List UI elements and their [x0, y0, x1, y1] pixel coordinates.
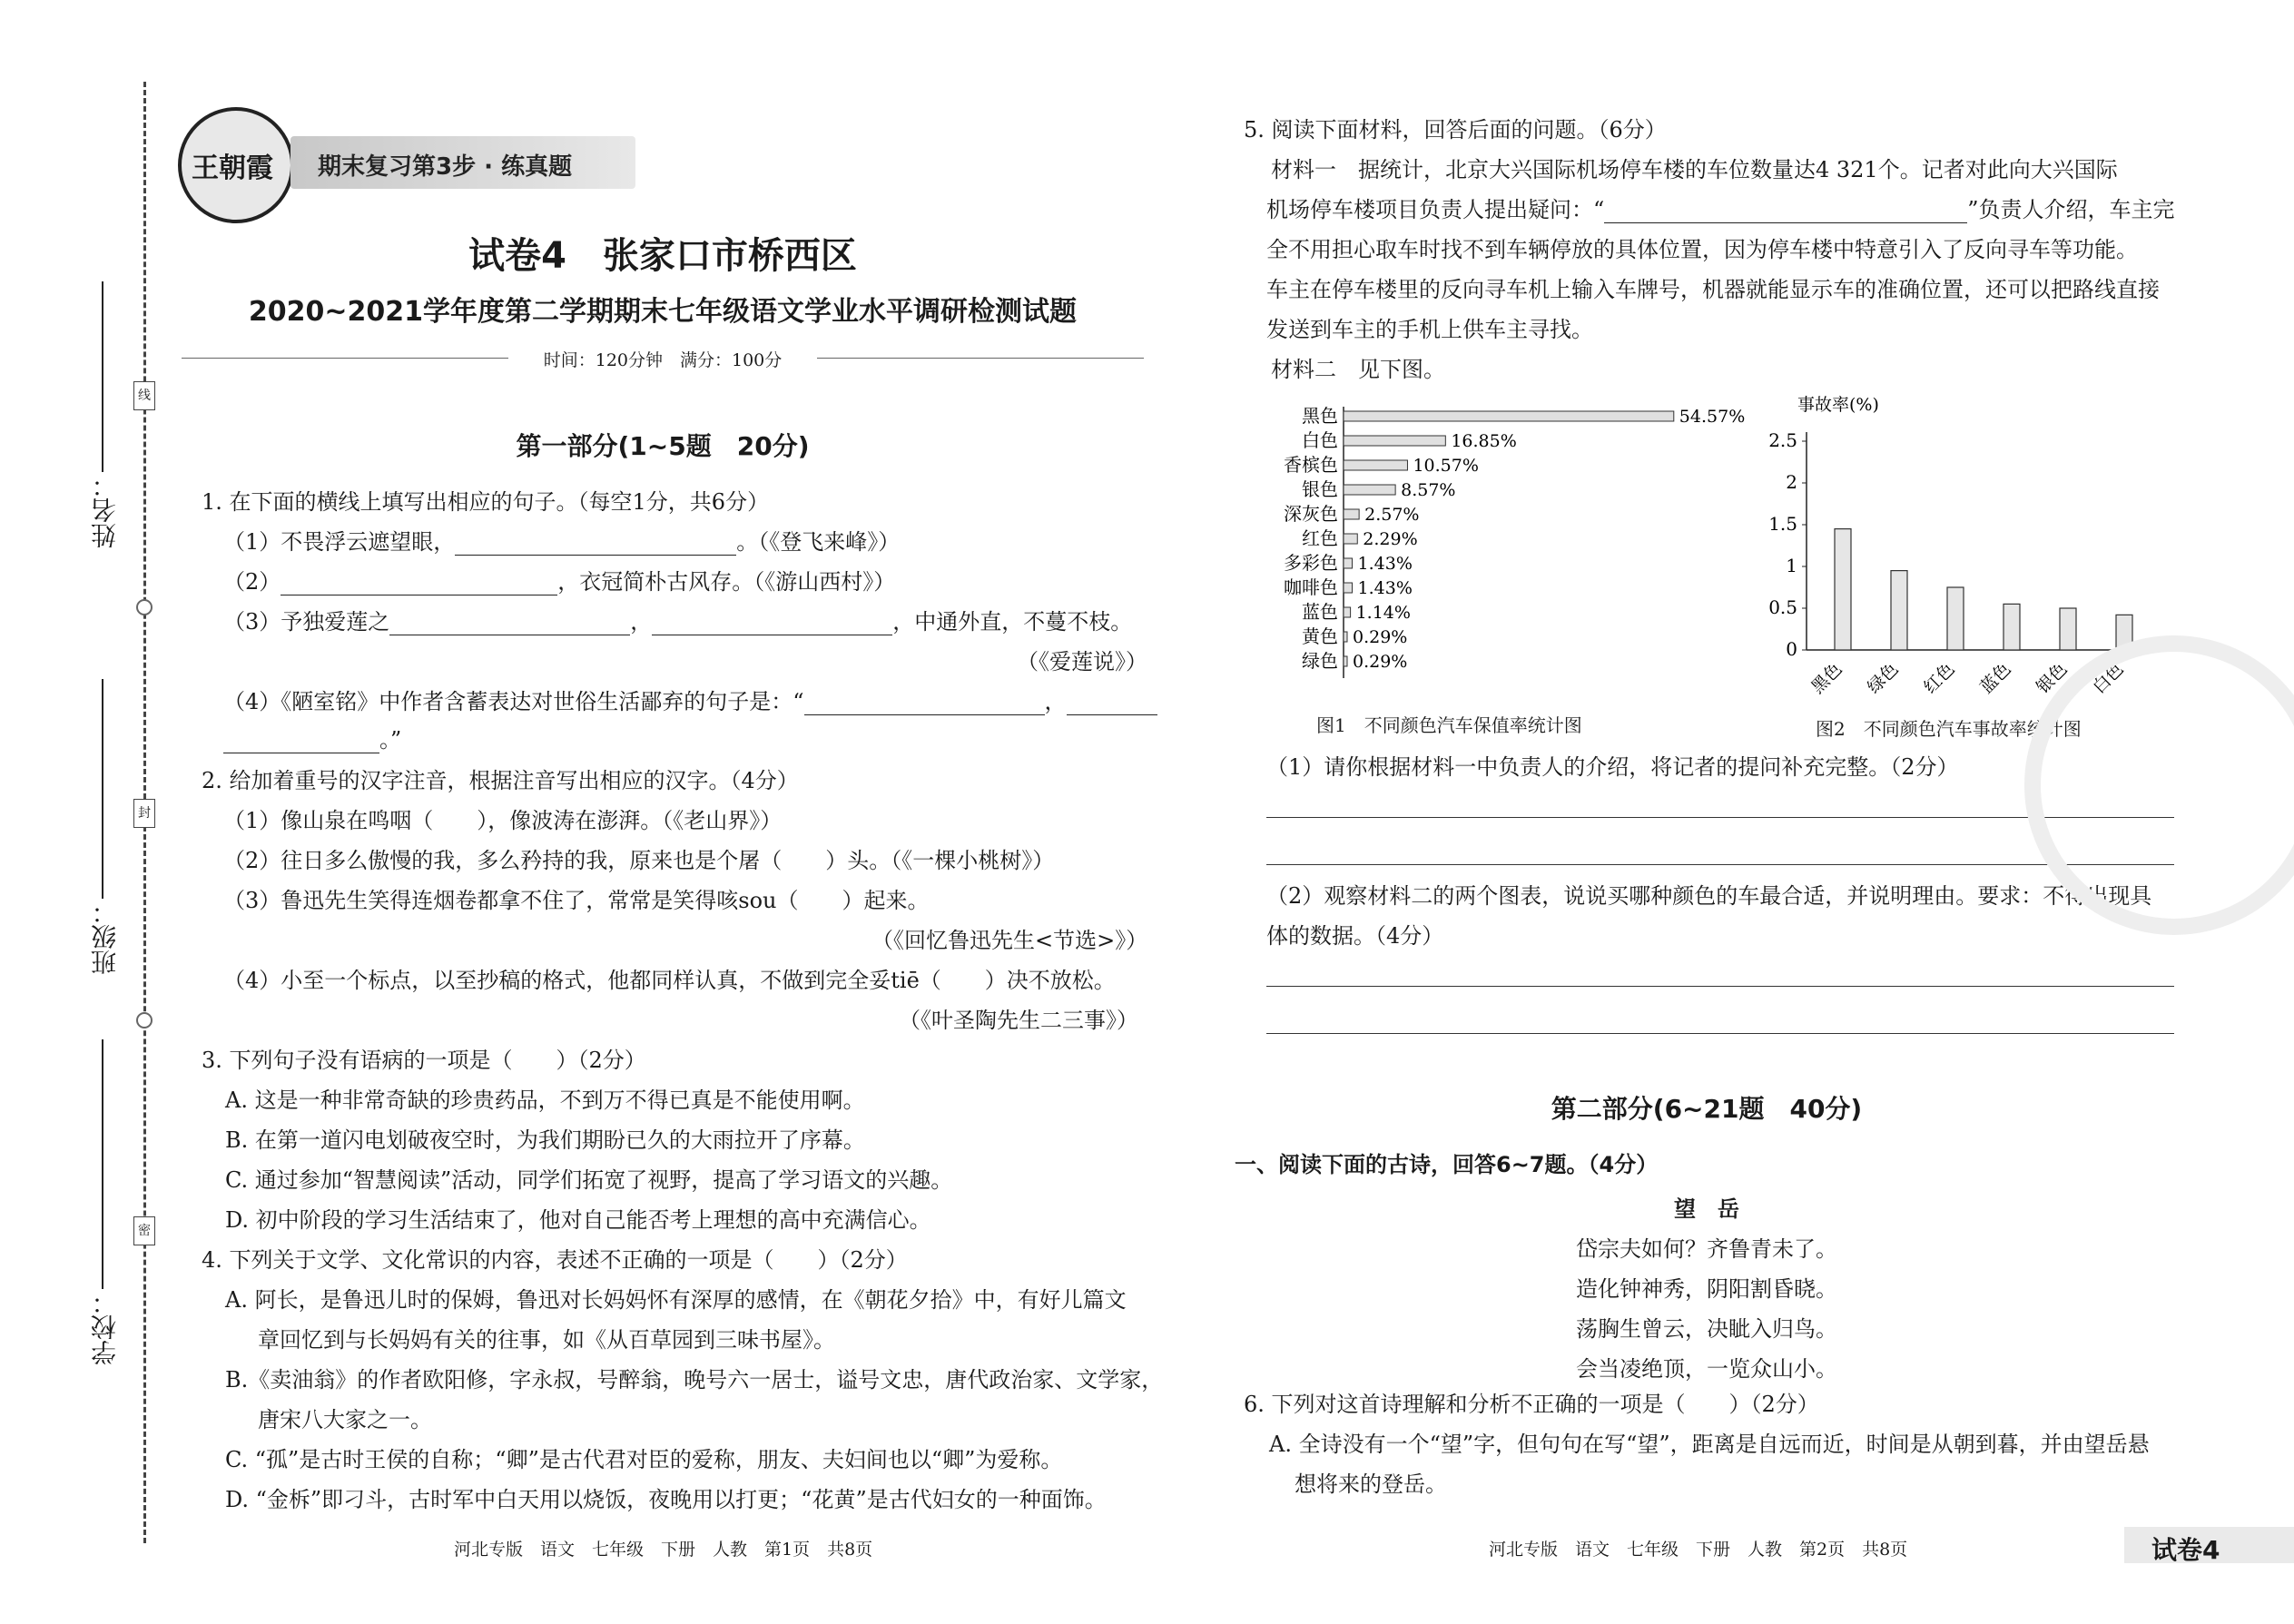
q1-sub3-source: （《爱莲说》） [1017, 649, 1147, 674]
q2-stem: 2. 给加着重号的汉字注音，根据注音写出相应的汉字。（4分） [202, 768, 799, 793]
chart2-tick-label: 2.5 [1768, 429, 1797, 451]
chart1-bar [1344, 485, 1395, 495]
chart1-value-label: 1.14% [1355, 603, 1411, 623]
chart1-value-label: 2.57% [1364, 505, 1420, 525]
q1-sub4-end: 。” [223, 726, 401, 753]
q1-blank-3[interactable] [389, 613, 630, 635]
q2-sub3-source: （《回忆鲁迅先生<节选>》） [871, 928, 1148, 953]
brand-logo-text: 王朝霞 [192, 153, 273, 184]
chart2-category-label: 银色 [2033, 658, 2072, 698]
part1-heading: 第一部分(1~5题 20分) [516, 431, 810, 461]
chart1-category-label: 红色 [1302, 527, 1338, 549]
chart1-category-label: 蓝色 [1302, 601, 1338, 623]
chart1-bar [1344, 607, 1351, 617]
poem-line: 会当凌绝顶，一览众山小。 [1576, 1356, 1837, 1382]
q1-blank-6a[interactable] [1067, 693, 1157, 715]
chart1-bar [1344, 632, 1347, 642]
footer-left: 河北专版 语文 七年级 下册 人教 第1页 共8页 [454, 1540, 873, 1560]
chart2-category-label: 蓝色 [1976, 658, 2015, 698]
q3-stem: 3. 下列句子没有语病的一项是（ ）（2分） [202, 1048, 646, 1073]
poem-line: 岱宗夫如何？齐鲁青未了。 [1576, 1236, 1837, 1262]
chart2-tick-label: 1.5 [1768, 513, 1797, 535]
q2-sub1: （1）像山泉在鸣咽（ ），像波涛在澎湃。（《老山界》） [223, 808, 783, 833]
chart1-category-label: 香槟色 [1284, 454, 1338, 476]
q2-sub3: （3）鲁迅先生笑得连烟卷都拿不住了，常常是笑得咳sou（ ）起来。 [223, 888, 930, 913]
q1-sub2: （2） ，衣冠简朴古风存。（《游山西村》） [223, 569, 896, 595]
chart1-bar [1344, 411, 1674, 421]
chart2-bar [1891, 571, 1907, 650]
chart2-caption: 图2 不同颜色汽车事故率统计图 [1816, 718, 2082, 740]
q2-sub4-source: （《叶圣陶先生二三事》） [899, 1008, 1138, 1033]
q3-option-b[interactable]: B. 在第一道闪电划破夜空时，为我们期盼已久的大雨拉开了序幕。 [225, 1127, 865, 1153]
chart1-value-label: 54.57% [1679, 407, 1746, 427]
q4-option-d[interactable]: D. “金柝”即刁斗，古时军中白天用以烧饭，夜晚用以打更；“花黄”是古代妇女的一种面饰。 [225, 1487, 1107, 1512]
q2-sub4: （4）小至一个标点，以至抄稿的格式，他都同样认真，不做到完全妥tiē（ ）决不放松。 [223, 968, 1116, 993]
chart2-bar [2004, 604, 2020, 650]
q1-blank-1[interactable] [455, 533, 736, 556]
answer-line[interactable] [1266, 986, 2174, 987]
chart1-bar [1344, 583, 1353, 593]
answer-line[interactable] [1266, 864, 2174, 865]
q1-sub3: （3）予独爱莲之 ， ，中通外直，不蔓不枝。 [223, 609, 1133, 635]
q1-stem: 1. 在下面的横线上填写出相应的句子。（每空1分，共6分） [202, 489, 770, 515]
q4-option-a-cont: 章回忆到与长妈妈有关的往事，如《从百草园到三味书屋》。 [258, 1327, 835, 1353]
part2-section1: 一、阅读下面的古诗，回答6~7题。（4分） [1235, 1152, 1659, 1177]
seal-char-xian: 线 [133, 381, 155, 410]
binding-hole-icon [136, 1012, 153, 1029]
chart1-category-label: 黄色 [1302, 625, 1338, 647]
part2-heading: 第二部分(6~21题 40分) [1551, 1094, 1863, 1124]
chart1-bar [1344, 534, 1357, 544]
poem-line: 造化钟神秀，阴阳割昏晓。 [1576, 1276, 1837, 1302]
chart1-value-label: 8.57% [1401, 480, 1456, 500]
chart1-bar [1344, 509, 1359, 519]
q5-material1-line4: 车主在停车楼里的反向寻车机上输入车牌号，机器就能显示车的准确位置，还可以把路线直接 [1266, 277, 2160, 302]
chart1-value-label: 2.29% [1363, 529, 1418, 549]
chart2-tick-label: 2 [1786, 471, 1797, 493]
q4-option-b-cont: 唐宋八大家之一。 [258, 1407, 432, 1432]
chart1-value-label: 0.29% [1353, 627, 1408, 647]
q6-option-a[interactable]: A. 全诗没有一个“望”字，但句句在写“望”，距离是自远而近，时间是从朝到暮，并由望岳悬 [1269, 1432, 2150, 1457]
class-field[interactable] [102, 679, 103, 899]
q4-option-a[interactable]: A. 阿长，是鲁迅儿时的保姆，鲁迅对长妈妈怀有深厚的感情，在《朝花夕拾》中，有好儿篇文 [225, 1287, 1127, 1313]
exam-title: 试卷4 张家口市桥西区 [468, 235, 857, 277]
review-step-banner-text: 期末复习第3步 · 练真题 [318, 153, 573, 181]
chart1-value-label: 1.43% [1357, 554, 1413, 574]
binding-hole-icon [136, 599, 153, 615]
vehicle-color-value-retention-chart [1253, 399, 1761, 744]
q1-blank-4[interactable] [652, 613, 892, 635]
seal-char-mi: 密 [133, 1216, 155, 1245]
chart2-bar [1947, 587, 1964, 650]
chart2-category-label: 红色 [1920, 658, 1959, 698]
exam-subtitle: 2020~2021学年度第二学期期末七年级语文学业水平调研检测试题 [248, 296, 1078, 328]
q3-option-c[interactable]: C. 通过参加“智慧阅读”活动，同学们拓宽了视野，提高了学习语文的兴趣。 [225, 1167, 953, 1193]
chart1-category-label: 多彩色 [1284, 552, 1338, 574]
q5-sub2: （2）观察材料二的两个图表，说说买哪种颜色的车最合适，并说明理由。要求：不得出现具 [1266, 883, 2152, 909]
q5-material2: 材料二 见下图。 [1271, 357, 1445, 382]
exam-tab-label: 试卷4 [2151, 1535, 2220, 1565]
q1-blank-6b[interactable] [223, 731, 379, 753]
chart2-tick-label: 0 [1786, 638, 1797, 660]
class-label: 班级： [90, 899, 120, 975]
chart1-value-label: 1.43% [1357, 578, 1413, 598]
q3-option-d[interactable]: D. 初中阶段的学习生活结束了，他对自己能否考上理想的高中充满信心。 [225, 1207, 931, 1233]
answer-line[interactable] [1266, 1033, 2174, 1034]
q4-stem: 4. 下列关于文学、文化常识的内容，表述不正确的一项是（ ）（2分） [202, 1247, 908, 1273]
chart1-category-label: 银色 [1302, 478, 1338, 500]
chart2-category-label: 绿色 [1864, 658, 1903, 698]
chart1-category-label: 黑色 [1302, 405, 1338, 427]
chart2-category-label: 白色 [2089, 658, 2128, 698]
seal-char-feng: 封 [133, 799, 155, 828]
q6-stem: 6. 下列对这首诗理解和分析不正确的一项是（ ）（2分） [1244, 1392, 1819, 1417]
q5-material1-line2: 机场停车楼项目负责人提出疑问：“ ”负责人介绍，车主完 [1266, 197, 2175, 222]
q5-material1-line5: 发送到车主的手机上供车主寻找。 [1266, 317, 1593, 342]
chart1-value-label: 16.85% [1451, 431, 1517, 451]
q1-sub1: （1）不畏浮云遮望眼， 。（《登飞来峰》） [223, 529, 901, 555]
name-field[interactable] [102, 281, 103, 472]
chart2-bar [1835, 529, 1851, 650]
chart2-tick-label: 1 [1786, 555, 1797, 576]
q3-option-a[interactable]: A. 这是一种非常奇缺的珍贵药品，不到万不得已真是不能使用啊。 [225, 1088, 865, 1113]
chart1-category-label: 绿色 [1302, 650, 1338, 672]
chart1-bar [1344, 558, 1353, 568]
q5-stem: 5. 阅读下面材料，回答后面的问题。（6分） [1244, 117, 1667, 143]
q1-sub4: （4）《陋室铭》中作者含蓄表达对世俗生活鄙弃的句子是：“ ， [223, 688, 1157, 715]
q5-material1-line3: 全不用担心取车时找不到车辆停放的具体位置，因为停车楼中特意引入了反向寻车等功能。 [1266, 237, 2138, 262]
school-label: 学校： [90, 1289, 120, 1365]
chart1-bar [1344, 436, 1445, 446]
footer-right: 河北专版 语文 七年级 下册 人教 第2页 共8页 [1489, 1540, 1908, 1560]
chart1-category-label: 白色 [1302, 429, 1338, 451]
chart2-ylabel: 事故率(%) [1797, 395, 1879, 415]
q4-option-b[interactable]: B.《卖油翁》的作者欧阳修，字永叔，号醉翁，晚号六一居士，谥号文忠，唐代政治家、文学家， [225, 1367, 1164, 1393]
q5-question-blank[interactable] [1604, 201, 1967, 223]
chart1-category-label: 咖啡色 [1284, 576, 1338, 598]
exam-time-info: 时间：120分钟 满分：100分 [543, 350, 783, 370]
q2-sub2: （2）往日多么傲慢的我，多么矜持的我，原来也是个屠（ ）头。（《一棵小桃树》） [223, 848, 1055, 873]
q1-blank-5[interactable] [804, 693, 1045, 715]
q5-sub1: （1）请你根据材料一中负责人的介绍，将记者的提问补充完整。（2分） [1266, 754, 1959, 780]
chart2-tick-label: 0.5 [1768, 596, 1797, 618]
chart1-value-label: 10.57% [1413, 456, 1479, 476]
poem-title: 望 岳 [1674, 1196, 1739, 1222]
q5-sub2-cont: 体的数据。（4分） [1266, 923, 1444, 949]
chart1-bar [1344, 656, 1347, 666]
q1-blank-2[interactable] [281, 573, 557, 595]
q5-material1-line1: 材料一 据统计，北京大兴国际机场停车楼的车位数量达4 321个。记者对此向大兴国际 [1271, 157, 2118, 182]
chart1-bar [1344, 460, 1407, 470]
q6-option-a-cont: 想将来的登岳。 [1295, 1471, 1447, 1497]
school-field[interactable] [102, 1039, 103, 1289]
poem-line: 荡胸生曾云，决眦入归鸟。 [1576, 1316, 1837, 1342]
name-label: 姓名： [90, 472, 120, 548]
q4-option-c[interactable]: C. “孤”是古时王侯的自称；“卿”是古代君对臣的爱称，朋友、夫妇间也以“卿”为爱称。 [225, 1447, 1063, 1472]
chart1-category-label: 深灰色 [1284, 503, 1338, 525]
chart1-caption: 图1 不同颜色汽车保值率统计图 [1316, 714, 1582, 736]
chart2-category-label: 黑色 [1807, 658, 1846, 698]
chart2-bar [2060, 608, 2076, 650]
chart1-value-label: 0.29% [1353, 652, 1408, 672]
